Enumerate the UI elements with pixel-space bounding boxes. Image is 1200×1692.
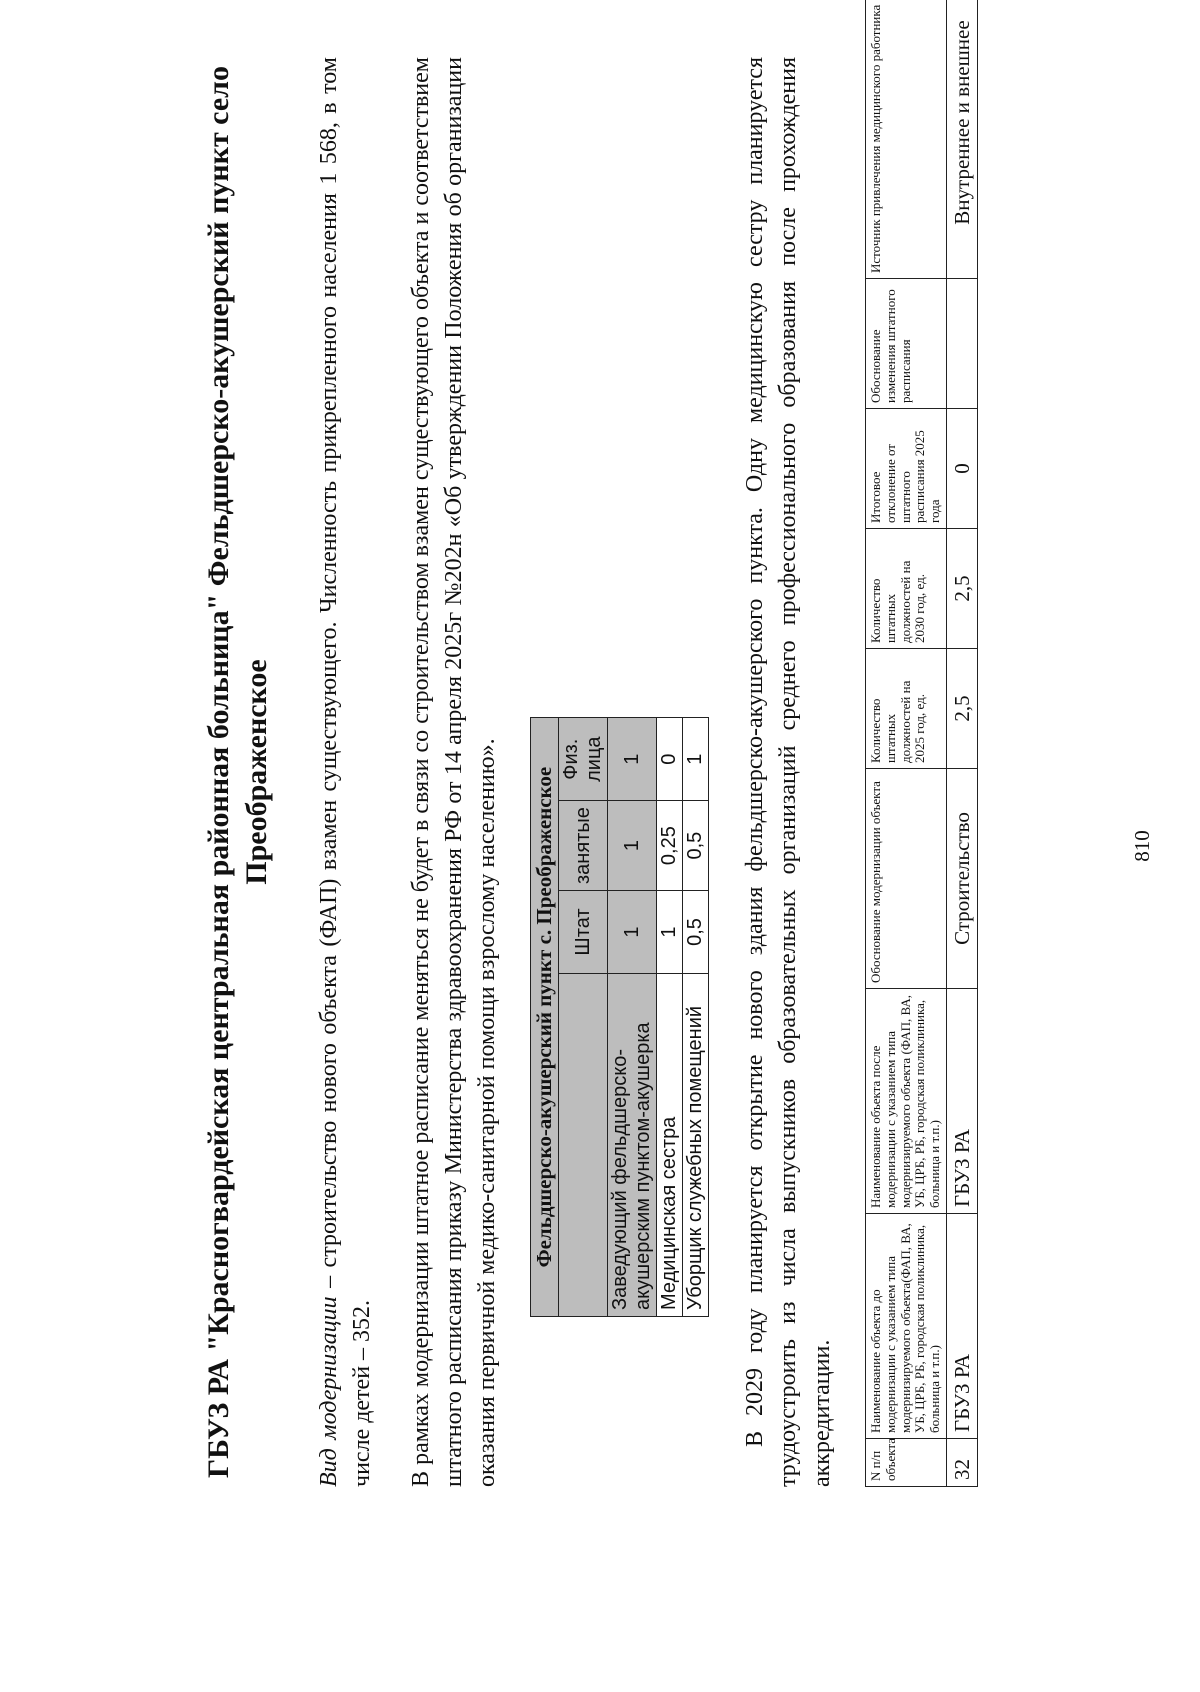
objects-header-posts-2025: Количество штатных должностей на 2025 год, ед.: [865, 649, 947, 769]
object-posts-2030: 2,5: [947, 529, 978, 649]
objects-header-rationale: Обоснование модернизации объекта: [865, 769, 947, 989]
page-number: 810: [1130, 830, 1154, 862]
title-line-1: ГБУЗ РА "Красногвардейская центральная районная больница" Фельдшерско-акушерский пункт село: [202, 65, 235, 1479]
staff-occupied: 0,5: [683, 801, 709, 891]
staff-header-occupied: занятые: [559, 801, 608, 891]
objects-header-before: Наименование объекта до модернизации с указанием типа модернизируемого объекта(ФАП, ВА, УБ, ЦРБ, РБ, городская поликлиника, больница и т.п.): [865, 1214, 947, 1439]
paragraph-staffing: В рамках модернизации штатное расписание меняться не будет в связи со строительством взамен существующего объекта и соответствием штатного расписания приказу Министерства здравоохранения РФ от 14 апреля 2025г №202н «Об утверждении Положения об организации оказания первичной медико-санитарной помощи взрослому населению».: [408, 57, 501, 1487]
document-title: [200, 57, 277, 1487]
modernization-type-text: – строительство нового объекта (ФАП) взамен существующего. Численность прикрепленного населения 1 568, в том числе детей – 352.: [315, 57, 375, 1487]
objects-header-source: Источник привлечения медицинского работника: [865, 0, 947, 279]
staff-role: Медицинская сестра: [657, 974, 683, 1317]
object-deviation: 0: [947, 409, 978, 529]
objects-header-posts-2030: Количество штатных должностей на 2030 год, ед.: [865, 529, 947, 649]
table-row: [657, 718, 683, 1317]
staff-shtat: 1: [657, 891, 683, 974]
objects-header-row: [865, 0, 947, 1487]
staff-occupied: 0,25: [657, 801, 683, 891]
staff-table-header-row: [559, 718, 608, 1317]
staff-table-caption: Фельдшерско-акушерский пункт с. Преображенское: [531, 718, 559, 1317]
staff-role: Заведующий фельдшерско-акушерским пунктом-акушерка: [608, 974, 657, 1317]
staff-table-caption-row: [531, 718, 559, 1317]
staff-persons: 1: [608, 718, 657, 801]
paragraph-plan-2029: В 2029 году планируется открытие нового здания фельдшерско-акушерского пункта. Одну медицинскую сестру планируется трудоустроить из числа выпускников образовательных организаций среднего профессионального образования после прохождения аккредитации.: [742, 57, 835, 1487]
objects-header-change-rationale: Обоснование изменения штатного расписания: [865, 279, 947, 409]
staff-shtat: 1: [608, 891, 657, 974]
object-rationale: Строительство: [947, 769, 978, 989]
title-line-2: Преображенское: [240, 659, 274, 885]
modernization-type-label: Вид модернизации: [315, 1296, 342, 1487]
staff-header-shtat: Штат: [559, 891, 608, 974]
paragraph-modernization-type: [313, 57, 379, 1487]
staff-occupied: 1: [608, 801, 657, 891]
page-content: [200, 4, 978, 1487]
object-after: ГБУЗ РА: [947, 989, 978, 1214]
staff-role: Уборщик служебных помещений: [683, 974, 709, 1317]
object-change-rationale: [947, 279, 978, 409]
objects-header-deviation: Итоговое отклонение от штатного расписания 2025 года: [865, 409, 947, 529]
objects-header-number: N п/п объекта: [865, 1439, 947, 1487]
object-source: Внутреннее и внешнее: [947, 0, 978, 279]
staff-persons: 1: [683, 718, 709, 801]
staff-shtat: 0,5: [683, 891, 709, 974]
object-number: 32: [947, 1439, 978, 1487]
staff-header-blank: [559, 974, 608, 1317]
object-before: ГБУЗ РА: [947, 1214, 978, 1439]
objects-header-after: Наименование объекта после модернизации с указанием типа модернизируемого объекта (ФАП, ВА, УБ, ЦРБ, РБ, городская поликлиника, больница и т.п.): [865, 989, 947, 1214]
table-row: [608, 718, 657, 1317]
object-posts-2025: 2,5: [947, 649, 978, 769]
staff-header-persons: Физ. лица: [559, 718, 608, 801]
table-row: [683, 718, 709, 1317]
staff-table: [530, 717, 709, 1317]
table-row: [947, 0, 978, 1487]
objects-table: [865, 0, 979, 1487]
staff-persons: 0: [657, 718, 683, 801]
